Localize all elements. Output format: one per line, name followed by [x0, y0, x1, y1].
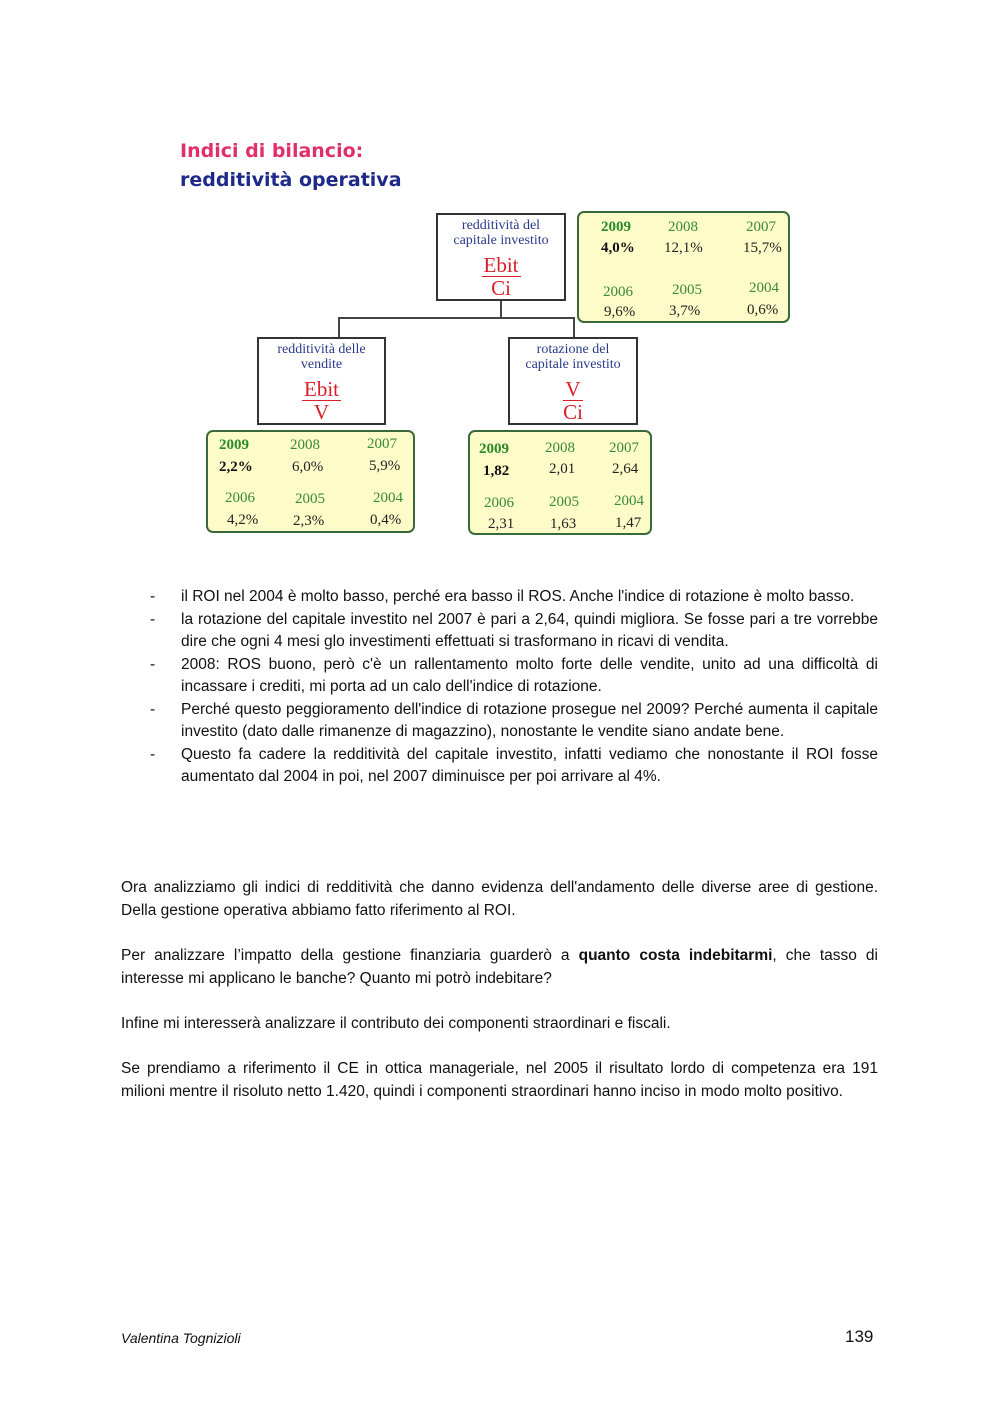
year-label: 2007 [367, 436, 397, 452]
roi-box [436, 213, 566, 301]
year-label: 2005 [295, 491, 325, 507]
connector-line [573, 317, 575, 337]
bullet-list [146, 586, 878, 789]
ros-denominator: V [313, 400, 330, 424]
year-label: 2009 [479, 441, 509, 457]
list-item [146, 609, 878, 654]
figure-title-line1: Indici di bilancio: [180, 140, 364, 162]
year-label: 2007 [746, 219, 776, 235]
year-label: 2004 [749, 280, 779, 296]
value-label: 15,7% [743, 240, 782, 256]
rotation-label-line1: rotazione del [536, 342, 610, 357]
value-label: 1,82 [483, 463, 510, 479]
paragraph-bold-text: quanto costa indebitarmi [578, 947, 773, 964]
value-label: 2,64 [612, 461, 639, 477]
rotation-label-line2: capitale investito [525, 357, 621, 372]
year-label: 2005 [549, 494, 579, 510]
value-label: 1,47 [615, 515, 642, 531]
year-label: 2004 [373, 490, 403, 506]
list-item-text: Questo fa cadere la redditività del capitale investito, infatti vediamo che nonostante il ROI fosse aumentato dal 2004 in poi, nel 2007 diminuisce per poi arrivare al 4%. [181, 745, 878, 785]
value-label: 2,3% [293, 513, 325, 529]
year-label: 2007 [609, 440, 639, 456]
paragraph-text: Per analizzare l’impatto della gestione finanziaria guarderò a [121, 947, 579, 964]
rotation-box [508, 337, 638, 425]
rotation-numerator: V [565, 377, 581, 401]
paragraph [121, 945, 878, 990]
ros-values-box [206, 430, 415, 533]
roi-numerator: Ebit [483, 253, 519, 277]
year-label: 2008 [290, 437, 320, 453]
value-label: 2,31 [488, 516, 515, 532]
value-label: 0,6% [747, 302, 779, 318]
paragraph: Se prendiamo a riferimento il CE in ottica manageriale, nel 2005 il risultato lordo di competenza era 191 milioni mentre il risoluto netto 1.420, quindi i componenti straordinari hanno inciso in modo molto positivo. [121, 1060, 878, 1100]
roi-label-line2: capitale investito [453, 233, 549, 248]
footer-author: Valentina Tognizioli [121, 1330, 241, 1346]
list-item-text: il ROI nel 2004 è molto basso, perché era basso il ROS. Anche l'indice di rotazione è molto basso. [181, 588, 855, 605]
value-label: 0,4% [370, 512, 402, 528]
value-label: 2,2% [219, 459, 253, 475]
year-label: 2005 [672, 282, 702, 298]
list-item [146, 586, 878, 609]
list-item [146, 744, 878, 789]
roi-label-line1: redditività del [461, 218, 541, 233]
ros-label-line1: redditività delle [277, 342, 366, 357]
value-label: 9,6% [604, 304, 636, 320]
bullet-marker: - [150, 588, 156, 605]
connector-line [338, 317, 340, 337]
year-label: 2009 [219, 437, 249, 453]
year-label: 2008 [668, 219, 698, 235]
ros-box [257, 337, 386, 425]
value-label: 5,9% [369, 458, 401, 474]
figure-title [180, 137, 402, 195]
year-label: 2008 [545, 440, 575, 456]
year-label: 2006 [484, 495, 514, 511]
roi-values-box [577, 211, 790, 323]
year-label: 2004 [614, 493, 644, 509]
list-item [146, 699, 878, 744]
roi-denominator: Ci [491, 276, 511, 300]
figure-title-line2: redditività operativa [180, 169, 402, 191]
bullet-marker: - [150, 610, 156, 628]
value-label: 1,63 [550, 516, 577, 532]
list-item-text: Perché questo peggioramento dell'indice di rotazione prosegue nel 2009? Perché aumenta il capitale investito (dato dalle rimanenze di magazzino), nonostante le vendite siano andate bene. [181, 700, 878, 740]
rotation-values-box [468, 430, 652, 535]
value-label: 6,0% [292, 459, 324, 475]
value-label: 4,0% [601, 240, 635, 256]
ros-numerator: Ebit [304, 377, 339, 401]
connector-line [338, 317, 575, 319]
value-label: 2,01 [549, 461, 576, 477]
value-label: 3,7% [669, 303, 701, 319]
list-item [146, 654, 878, 699]
value-label: 12,1% [664, 240, 703, 256]
paragraph-text: , che tasso di interesse mi applicano le banche? Quanto mi potrò indebitare? [121, 947, 878, 987]
bullet-marker: - [150, 745, 156, 763]
connector-line [500, 300, 502, 318]
bullet-marker: - [150, 700, 156, 718]
ros-label-line2: vendite [300, 357, 343, 372]
bullet-marker: - [150, 655, 156, 673]
value-label: 4,2% [227, 512, 259, 528]
year-label: 2009 [601, 219, 631, 235]
list-item-text: 2008: ROS buono, però c'è un rallentamento molto forte delle vendite, unito ad una difficoltà di incassare i crediti, mi porta ad un calo dell'indice di rotazione. [181, 655, 878, 695]
paragraph: Infine mi interesserà analizzare il contributo dei componenti straordinari e fiscali. [121, 1015, 671, 1032]
year-label: 2006 [225, 490, 255, 506]
list-item-text: la rotazione del capitale investito nel 2007 è pari a 2,64, quindi migliora. Se fosse pari a tre vorrebbe dire che ogni 4 mesi glo investimenti effettuati si trasformano in ricavi di vendita. [181, 610, 878, 650]
page-number: 139 [845, 1327, 874, 1346]
rotation-denominator: Ci [563, 400, 583, 424]
paragraph: Ora analizziamo gli indici di redditività che danno evidenza dell'andamento delle diverse aree di gestione. Della gestione operativa abbiamo fatto riferimento al ROI. [121, 879, 878, 919]
year-label: 2006 [603, 284, 633, 300]
